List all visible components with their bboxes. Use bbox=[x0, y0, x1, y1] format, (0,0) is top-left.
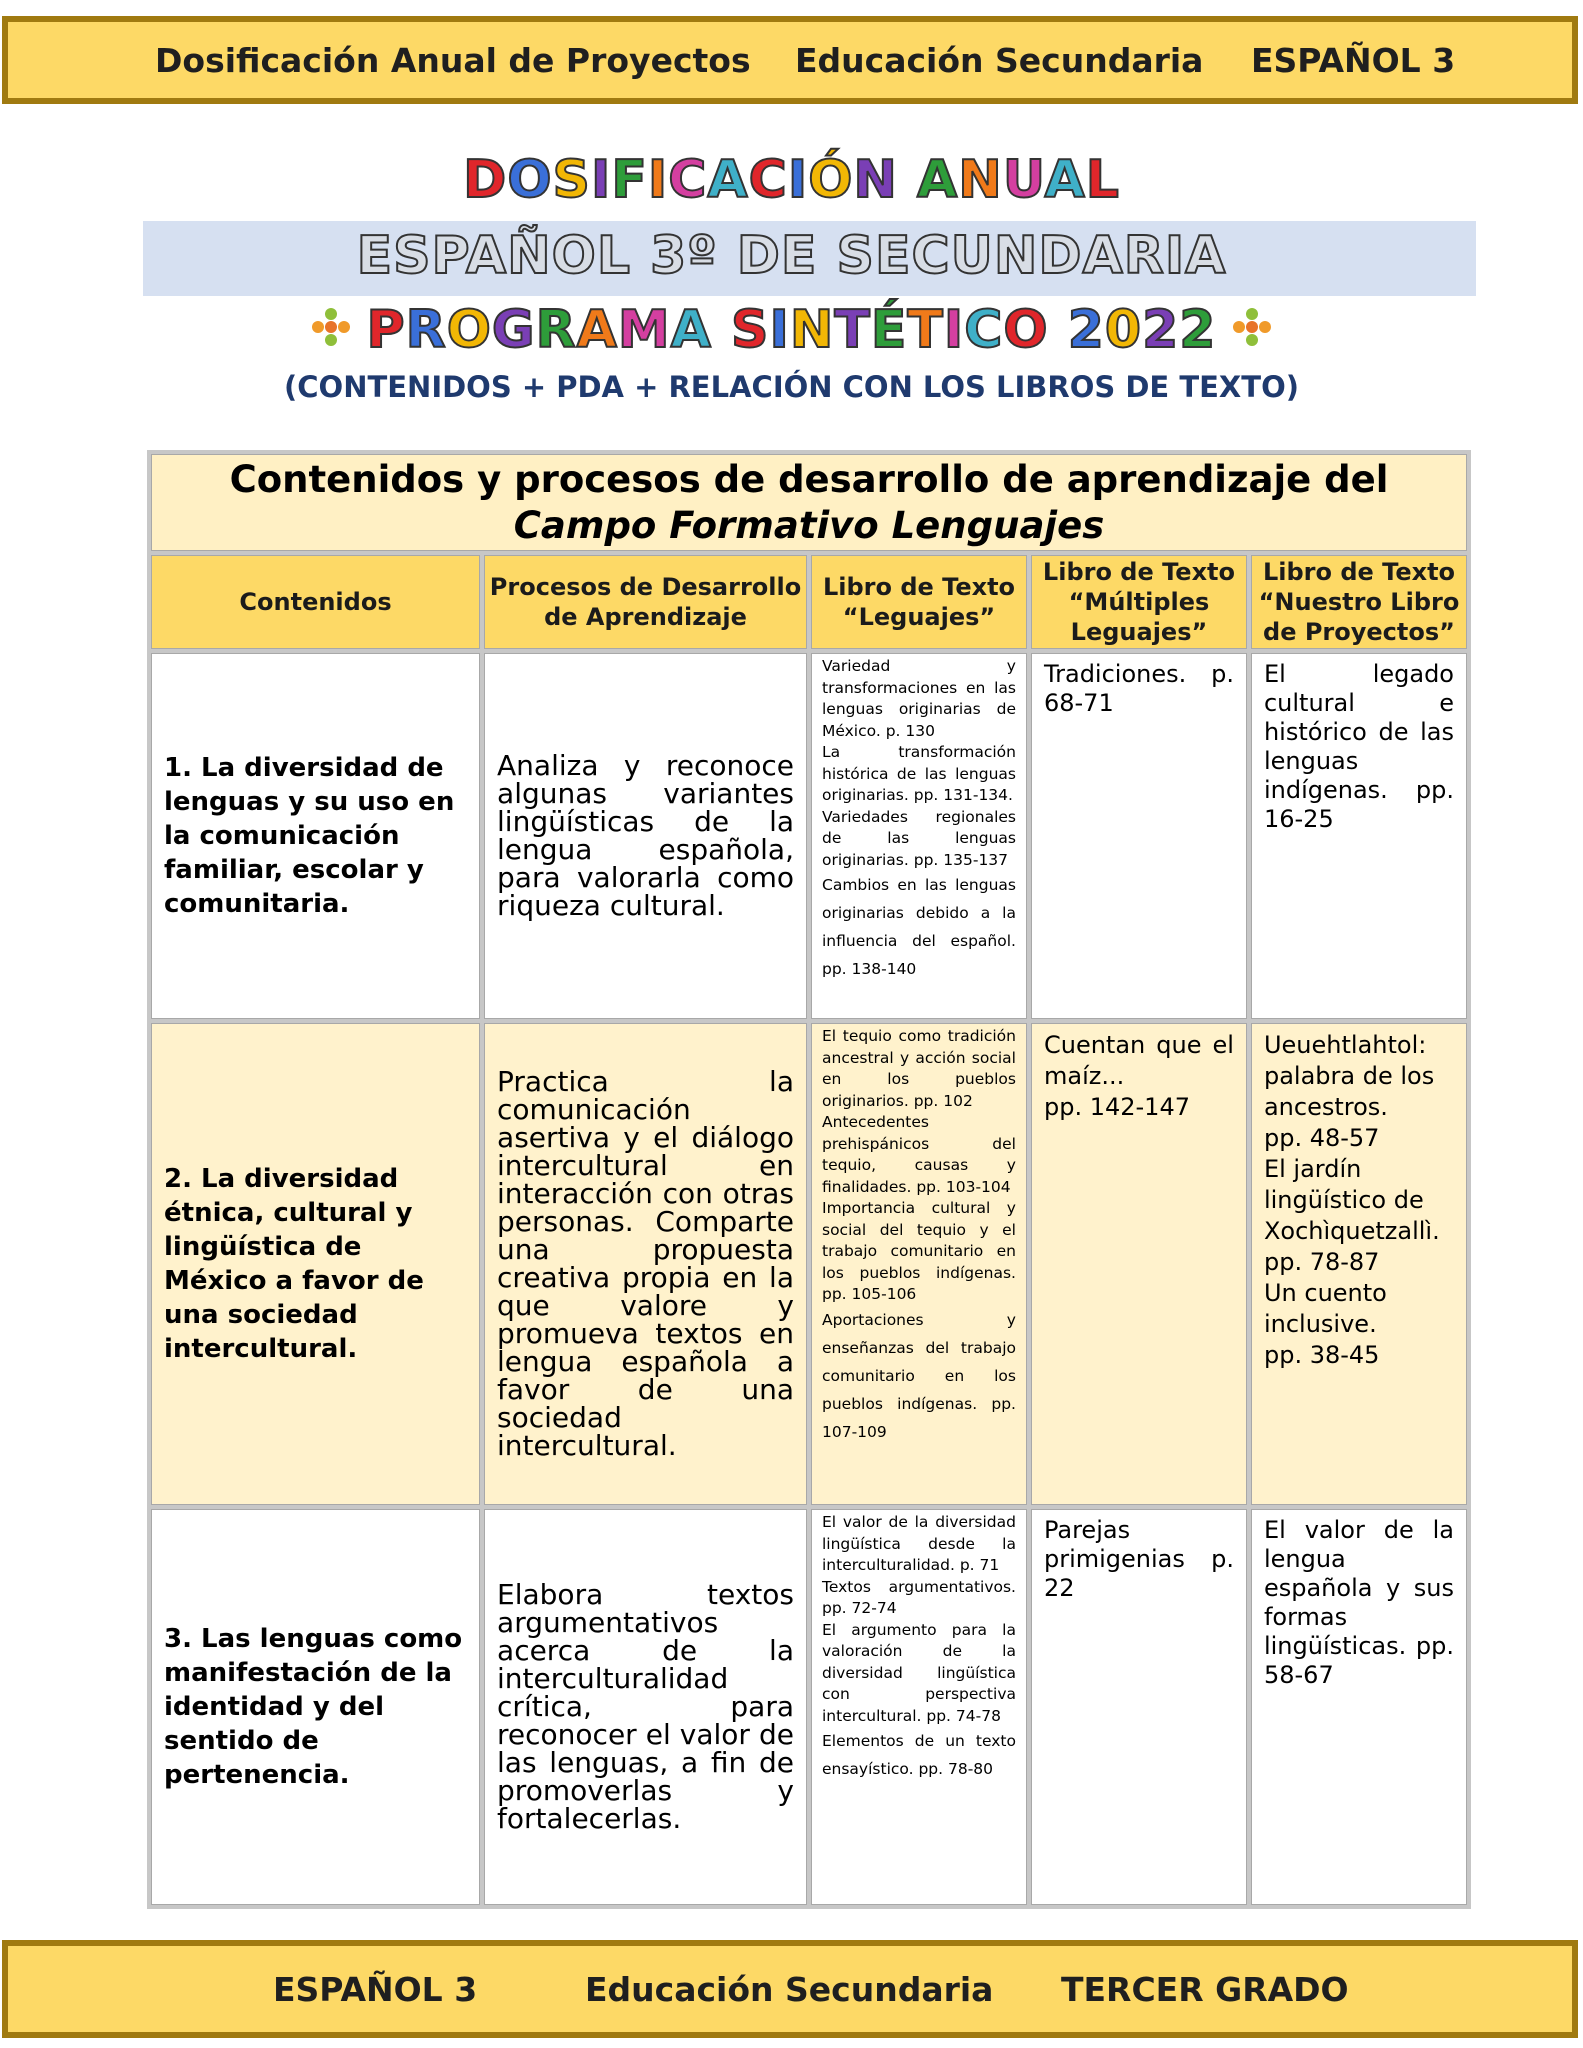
footer-center-text: Educación Secundaria bbox=[585, 1969, 994, 2009]
list-item: El tequio como tradición ancestral y acción social en los pueblos originarios. pp. 102 bbox=[822, 1027, 1016, 1110]
row1-pda: Analiza y reconoce algunas variantes lingüísticas de la lengua española, para valorarla como riqueza cultural. bbox=[484, 653, 807, 1019]
list-item: pp. 38-45 bbox=[1263, 1341, 1380, 1369]
row1-contenido: 1. La diversidad de lenguas y su uso en la comunicación familiar, escolar y comunitaria. bbox=[151, 653, 480, 1019]
list-item: El valor de la lengua española y sus formas lingüísticas. pp. 58-67 bbox=[1263, 1516, 1454, 1689]
header-center-text: Educación Secundaria bbox=[795, 40, 1204, 80]
footer-bar bbox=[2, 1940, 1578, 2038]
header-multiples-lenguajes: Libro de Texto “Múltiples Leguajes” bbox=[1031, 555, 1247, 649]
row3-multiples-lenguajes bbox=[1031, 1509, 1247, 1905]
table-row bbox=[151, 653, 1467, 1019]
list-item: El legado cultural e histórico de las lenguas indígenas. pp. 16-25 bbox=[1263, 660, 1454, 833]
row3-nuestro-libro bbox=[1251, 1509, 1467, 1905]
footer-left-text: ESPAÑOL 3 bbox=[273, 1969, 478, 2009]
flower-icon-right bbox=[1230, 305, 1274, 349]
row2-pda: Practica la comunicación asertiva y el diálogo intercultural en interacción con otras personas. Comparte una propuesta creativa propia en la que valore y promueva textos en lengua española a favor de una sociedad intercultural. bbox=[484, 1023, 807, 1505]
list-item: Ueuehtlahtol: palabra de los ancestros. bbox=[1263, 1031, 1435, 1121]
list-item: Antecedentes prehispánicos del tequio, causas y finalidades. pp. 103-104 bbox=[822, 1113, 1016, 1196]
row3-libro-lenguajes bbox=[811, 1509, 1027, 1905]
flower-icon-left bbox=[309, 305, 353, 349]
footer-right-text: TERCER GRADO bbox=[1061, 1969, 1349, 2009]
list-item: Aportaciones y enseñanzas del trabajo comunitario en los pueblos indígenas. pp. 107-109 bbox=[822, 1310, 1016, 1441]
row1-multiples-lenguajes bbox=[1031, 653, 1247, 1019]
list-item: La transformación histórica de las lenguas originarias. pp. 131-134. bbox=[822, 743, 1016, 804]
list-item: pp. 142-147 bbox=[1043, 1093, 1190, 1121]
table-caption bbox=[151, 454, 1467, 551]
list-item: El jardín lingüístico de Xochìquetzallì. bbox=[1263, 1155, 1440, 1245]
title-programa-text: PROGRAMA SINTÉTICO 2022 bbox=[366, 300, 1217, 360]
list-item: Parejas primigenias p. 22 bbox=[1043, 1516, 1234, 1602]
title-dosificacion-anual: DOSIFICACIÓN ANUAL bbox=[463, 150, 1120, 210]
row2-libro-lenguajes bbox=[811, 1023, 1027, 1505]
caption-line1: Contenidos y procesos de desarrollo de aprendizaje del bbox=[229, 457, 1389, 501]
list-item: Elementos de un texto ensayístico. pp. 78-80 bbox=[822, 1732, 1016, 1778]
title-programa-sintetico bbox=[0, 300, 1583, 360]
list-item: pp. 78-87 bbox=[1263, 1248, 1380, 1276]
table-row bbox=[151, 1509, 1467, 1905]
header-left-text: Dosificación Anual de Proyectos bbox=[155, 40, 751, 80]
header-bar bbox=[2, 16, 1578, 104]
list-item: Textos argumentativos. pp. 72-74 bbox=[822, 1577, 1016, 1617]
list-item: Cambios en las lenguas originarias debido a la influencia del español. pp. 138-140 bbox=[822, 876, 1016, 978]
header-right-text: ESPAÑOL 3 bbox=[1251, 40, 1456, 80]
subtitle: (CONTENIDOS + PDA + RELACIÓN CON LOS LIBROS DE TEXTO) bbox=[284, 370, 1299, 404]
content-table bbox=[147, 450, 1471, 1909]
list-item: Variedades regionales de las lenguas originarias. pp. 135-137 bbox=[822, 807, 1016, 869]
row1-nuestro-libro bbox=[1251, 653, 1467, 1019]
title-espanol-secundaria: ESPAÑOL 3º DE SECUNDARIA bbox=[356, 226, 1227, 286]
list-item: Importancia cultural y social del tequio y el trabajo comunitario en los pueblos indígenas. pp. 105-106 bbox=[822, 1199, 1016, 1303]
row2-nuestro-libro bbox=[1251, 1023, 1467, 1505]
caption-line2: Campo Formativo Lenguajes bbox=[513, 503, 1105, 547]
list-item: El valor de la diversidad lingüística desde la interculturalidad. p. 71 bbox=[822, 1513, 1016, 1574]
row2-contenido: 2. La diversidad étnica, cultural y lingüística de México a favor de una sociedad intercultural. bbox=[151, 1023, 480, 1505]
table-row bbox=[151, 1023, 1467, 1505]
list-item: Un cuento inclusive. bbox=[1263, 1279, 1387, 1338]
row3-contenido: 3. Las lenguas como manifestación de la identidad y del sentido de pertenencia. bbox=[151, 1509, 480, 1905]
list-item: Tradiciones. p. 68-71 bbox=[1043, 660, 1234, 717]
list-item: Variedad y transformaciones en las lenguas originarias de México. p. 130 bbox=[822, 657, 1016, 740]
list-item: pp. 48-57 bbox=[1263, 1124, 1380, 1152]
row3-pda: Elabora textos argumentativos acerca de la interculturalidad crítica, para reconocer el valor de las lenguas, a fin de promoverlas y fortalecerlas. bbox=[484, 1509, 807, 1905]
header-nuestro-libro: Libro de Texto “Nuestro Libro de Proyectos” bbox=[1251, 555, 1467, 649]
list-item: El argumento para la valoración de la diversidad lingüística con perspectiva intercultural. pp. 74-78 bbox=[822, 1620, 1016, 1725]
header-libro-lenguajes: Libro de Texto “Leguajes” bbox=[811, 555, 1027, 649]
header-contenidos: Contenidos bbox=[151, 555, 480, 649]
list-item: Cuentan que el maíz... bbox=[1043, 1031, 1234, 1090]
header-pda: Procesos de Desarrollo de Aprendizaje bbox=[484, 555, 807, 649]
row1-libro-lenguajes bbox=[811, 653, 1027, 1019]
row2-multiples-lenguajes bbox=[1031, 1023, 1247, 1505]
